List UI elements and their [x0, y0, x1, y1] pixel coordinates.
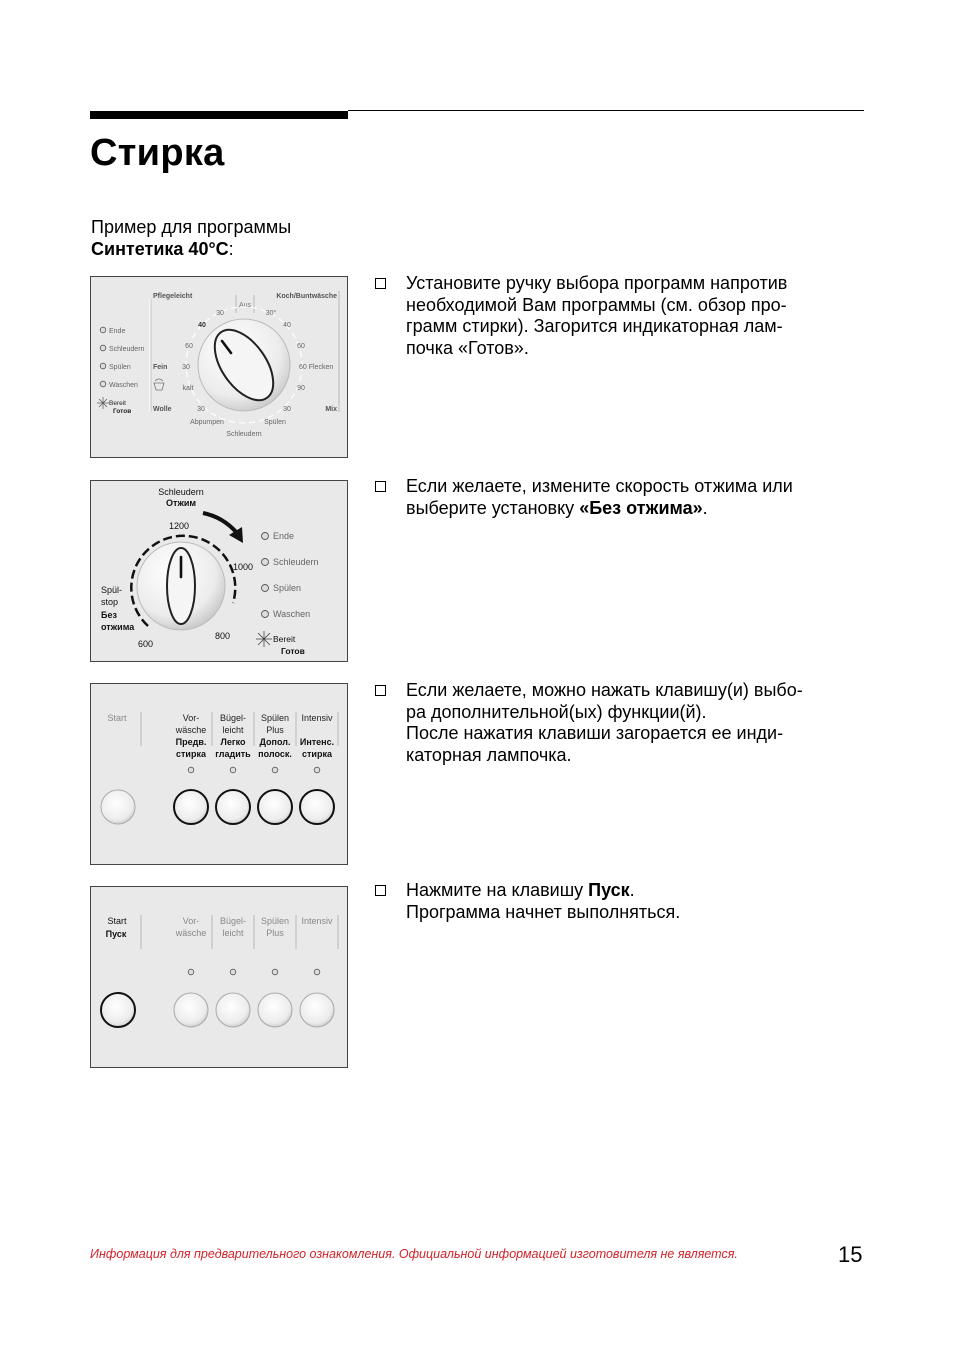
handwash-icon	[154, 379, 164, 390]
vorwaesche-button[interactable]	[174, 993, 208, 1027]
intensiv-button[interactable]	[300, 790, 334, 824]
label-aus: Aus	[238, 302, 252, 309]
ind-waschen: Waschen	[273, 609, 311, 619]
lamp-lit-icon	[97, 397, 109, 409]
ind-spuelen: Spülen	[273, 583, 302, 593]
step3-line: После нажатия клавиши загорается ее инди-	[406, 723, 784, 743]
mix-30: 30	[283, 406, 291, 413]
step4-text-end: .	[629, 880, 635, 900]
step2-text-end: .	[702, 497, 708, 518]
koch-60: 60	[297, 343, 305, 350]
label-schleudern: Schleudern	[226, 431, 262, 438]
indicator-list	[97, 327, 145, 415]
lamp-schleudern-icon	[100, 345, 106, 351]
koch-40: 40	[283, 322, 291, 329]
label-mix: Mix	[325, 406, 337, 413]
start-button[interactable]	[101, 993, 135, 1027]
ind-spuelen: Spülen	[109, 364, 131, 371]
label-spu2: Plus	[266, 725, 284, 735]
label-spu3: Допол.	[259, 737, 291, 747]
step3-line: ра дополнительной(ых) функции(й).	[406, 701, 707, 722]
spuelenplus-button[interactable]	[258, 993, 292, 1027]
lamp-spuelenplus-icon	[272, 969, 278, 975]
label-spu1: Spülen	[260, 713, 290, 723]
koch-30: 30°	[265, 310, 277, 317]
label-bue1: Bügel-	[219, 713, 247, 723]
step1-line: почка «Готов».	[406, 337, 529, 358]
start-panel	[90, 886, 348, 1068]
buegelleicht-button[interactable]	[216, 993, 250, 1027]
checkbox-bullet-icon	[375, 481, 386, 492]
label-spu4: полоск.	[258, 749, 292, 759]
step4-text: Нажмите на клавишу	[406, 880, 589, 900]
step3-line: каторная лампочка.	[406, 744, 572, 765]
label-bue1: Bügel-	[219, 916, 247, 926]
spuelenplus-button[interactable]	[258, 790, 292, 824]
footer-disclaimer: Информация для предварительного ознакомления. Официальной информацией изготовителя не является.	[90, 1247, 738, 1261]
checkbox-bullet-icon	[375, 278, 386, 289]
ind-bereit: Bereit	[109, 400, 126, 407]
col-pflegeleicht: Pflegeleicht	[153, 293, 193, 300]
buegelleicht-button[interactable]	[216, 790, 250, 824]
ind-schleudern: Schleudern	[273, 557, 319, 567]
label-wolle: Wolle	[153, 406, 172, 413]
step4-line: Программа начнет выполняться.	[406, 901, 681, 922]
step-start	[375, 880, 865, 923]
ind-bereit: Bereit	[273, 634, 296, 644]
label-bue2: leicht	[222, 725, 244, 735]
lamp-schleudern-icon	[262, 559, 269, 566]
indicator-list	[256, 531, 319, 656]
example-colon: :	[228, 239, 234, 259]
pfl-40: 40	[198, 322, 206, 329]
label-kalt: kalt	[182, 385, 194, 392]
program-dial-panel	[90, 276, 348, 458]
lamp-waschen-icon	[262, 611, 269, 618]
label-abpumpen: Abpumpen	[190, 419, 224, 426]
step2-text: выберите установку	[406, 497, 580, 518]
col-koch: Koch/Buntwäsche	[276, 293, 337, 300]
pfl-60: 60	[185, 343, 193, 350]
example-caption	[91, 216, 291, 260]
header-rule-thin	[348, 110, 864, 111]
label-fein: Fein	[153, 364, 168, 371]
label-vor4: стирка	[176, 749, 206, 759]
lamp-waschen-icon	[100, 381, 106, 387]
speed-1200: 1200	[169, 521, 190, 531]
step2-bold: «Без отжима»	[579, 497, 703, 518]
spin-title-ru: Отжим	[165, 498, 197, 508]
label-stop: stop	[101, 597, 119, 607]
label-vor3: Предв.	[175, 737, 207, 747]
lamp-spuelen-icon	[262, 585, 269, 592]
speed-800: 800	[215, 631, 231, 641]
label-vor1: Vor-	[182, 916, 200, 926]
label-bue2: leicht	[222, 928, 244, 938]
step4-bold: Пуск	[588, 880, 630, 900]
label-spuelen: Spülen	[264, 419, 286, 426]
label-pusk: Пуск	[105, 929, 127, 939]
ind-schleudern: Schleudern	[109, 346, 145, 353]
options-panel	[90, 683, 348, 865]
koch-90: 90	[297, 385, 305, 392]
spin-dial-panel	[90, 480, 348, 662]
lamp-spuelen-icon	[100, 363, 106, 369]
start-button[interactable]	[101, 790, 135, 824]
lamp-spuelenplus-icon	[272, 767, 278, 773]
label-int4: стирка	[302, 749, 332, 759]
label-spu2: Plus	[266, 928, 284, 938]
checkbox-bullet-icon	[375, 685, 386, 696]
page-title: Стирка	[90, 132, 225, 174]
speed-600: 600	[138, 639, 154, 649]
lamp-lit-icon	[256, 631, 272, 647]
vorwaesche-button[interactable]	[174, 790, 208, 824]
intensiv-button[interactable]	[300, 993, 334, 1027]
lamp-intensiv-icon	[314, 767, 320, 773]
lamp-buegelleicht-icon	[230, 767, 236, 773]
step-spin-speed	[375, 476, 865, 519]
ind-ende: Ende	[273, 531, 295, 541]
label-otzhima: отжима	[101, 622, 135, 632]
lamp-ende-icon	[100, 327, 106, 333]
label-int1: Intensiv	[301, 713, 333, 723]
lamp-vorwaesche-icon	[188, 969, 194, 975]
lamp-intensiv-icon	[314, 969, 320, 975]
label-start: Start	[107, 916, 127, 926]
header-rule-thick	[90, 111, 348, 119]
speed-1000: 1000	[233, 562, 254, 572]
label-spu1: Spülen	[260, 916, 290, 926]
ind-gotov: Готов	[113, 408, 132, 415]
step1-line: грамм стирки). Загорится индикаторная лам-	[406, 316, 783, 336]
label-int3: Интенс.	[299, 737, 335, 747]
label-vor1: Vor-	[182, 713, 200, 723]
page-number: 15	[838, 1242, 863, 1267]
label-bue3: Легко	[220, 737, 246, 747]
rotate-arrow-icon	[203, 513, 243, 543]
label-spuel: Spül-	[101, 585, 123, 595]
step-select-program	[375, 273, 865, 359]
example-program: Синтетика 40°C	[91, 239, 229, 259]
step1-line: Установите ручку выбора программ напротив	[406, 273, 788, 293]
label-vor2: wäsche	[175, 928, 207, 938]
spin-title-de: Schleudern	[158, 487, 204, 497]
step3-line: Если желаете, можно нажать клавишу(и) выбо-	[406, 680, 803, 700]
fein-30: 30	[182, 364, 190, 371]
step-options	[375, 680, 865, 766]
label-start: Start	[107, 713, 127, 723]
wolle-30: 30	[197, 406, 205, 413]
flecken-60: 60 Flecken	[299, 364, 334, 371]
label-bue4: гладить	[215, 749, 251, 759]
pfl-30: 30	[216, 310, 224, 317]
ind-ende: Ende	[109, 328, 126, 335]
ind-waschen: Waschen	[109, 382, 138, 389]
checkbox-bullet-icon	[375, 885, 386, 896]
ind-gotov: Готов	[281, 646, 305, 656]
step2-line: Если желаете, измените скорость отжима или	[406, 476, 793, 496]
lamp-buegelleicht-icon	[230, 969, 236, 975]
label-vor2: wäsche	[175, 725, 207, 735]
label-bez: Без	[101, 610, 117, 620]
lamp-ende-icon	[262, 533, 269, 540]
label-int1: Intensiv	[301, 916, 333, 926]
example-intro: Пример для программы	[91, 217, 292, 237]
lamp-vorwaesche-icon	[188, 767, 194, 773]
step1-line: необходимой Вам программы (см. обзор про-	[406, 294, 787, 315]
